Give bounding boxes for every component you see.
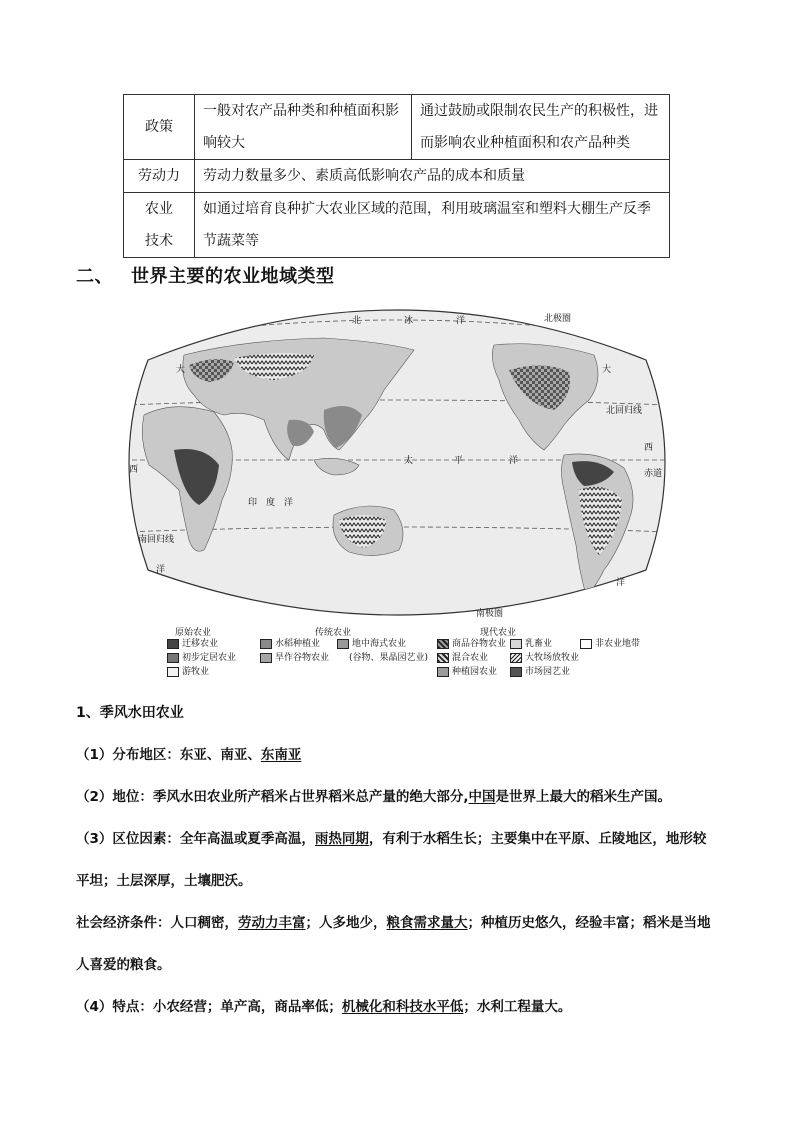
map-label-atlantic-right: 大	[602, 365, 612, 375]
legend-item-early-settled	[167, 652, 236, 664]
legend-label: 混合农业	[452, 653, 489, 663]
map-label-ocean-right: 洋	[616, 578, 626, 588]
legend-item-plantation	[437, 666, 497, 678]
text-run: ，有利于水稻生长；主要集中在平原、丘陵地区，地形较	[368, 831, 707, 847]
factor-name-line: 技术	[145, 233, 173, 249]
legend-swatch	[167, 639, 179, 649]
paragraph-location-factors-line2: 平坦；土层深厚，土壤肥沃。	[76, 873, 252, 889]
legend-item-shifting	[167, 638, 218, 650]
map-label-atlantic-left: 大	[176, 365, 186, 375]
map-label-west-right: 西	[644, 443, 654, 453]
legend-swatch	[510, 667, 522, 677]
subsection-title: 1、季风水田农业	[76, 705, 184, 721]
map-label-indian-ocean: 印 度 洋	[248, 498, 294, 508]
text-run: ；种植历史悠久，经验丰富；稻米是当地	[467, 915, 711, 931]
legend-item-mixed	[437, 652, 488, 664]
text-run: 社会经济条件：人口稠密，	[76, 915, 238, 931]
map-label-equator: 赤道	[644, 469, 663, 479]
legend-swatch	[167, 667, 179, 677]
underlined-term: 粮食需求量大	[386, 915, 468, 931]
text-run: （3）区位因素：全年高温或夏季高温，	[76, 831, 315, 847]
legend-swatch	[437, 667, 449, 677]
legend-label: 大牧场放牧业	[525, 653, 580, 663]
legend-swatch	[337, 639, 349, 649]
factor-name	[124, 193, 195, 258]
legend-label: 地中海式农业	[352, 639, 407, 649]
legend-item-commercial-grain	[437, 638, 506, 650]
text-run: 是世界上最大的稻米生产国。	[495, 789, 672, 805]
paragraph-location-factors	[76, 829, 726, 849]
table-row	[124, 160, 670, 193]
legend-item-mediterranean-sub	[349, 652, 428, 664]
legend-label: 初步定居农业	[182, 653, 237, 663]
underlined-term: 雨热同期	[314, 831, 369, 847]
factor-table	[123, 94, 670, 258]
legend-swatch	[510, 639, 522, 649]
legend-label: 市场园艺业	[525, 667, 571, 677]
legend-item-dairy	[510, 638, 552, 650]
paragraph-socioeconomic-line2: 人喜爱的粮食。	[76, 957, 171, 973]
legend-group-traditional: 传统农业	[315, 628, 352, 638]
factor-cell: 劳动力数量多少、素质高低影响农产品的成本和质量	[195, 160, 670, 193]
factor-name: 劳动力	[124, 160, 195, 193]
section-number: 二、	[76, 266, 113, 287]
legend-item-dry-grain	[260, 652, 329, 664]
map-label-ocean: 洋	[456, 316, 466, 326]
text-run: （4）特点：小农经营；单产高，商品率低；	[76, 999, 342, 1015]
legend-swatch	[437, 639, 449, 649]
text-run: （2）地位：季风水田农业所产稻米占世界稻米总产量的绝大部分,	[76, 789, 469, 805]
text-run: （1）分布地区：东亚、南亚、	[76, 747, 261, 763]
legend-swatch	[437, 653, 449, 663]
underlined-term: 中国	[468, 789, 496, 805]
map-label-north: 北	[352, 316, 362, 326]
legend-item-rice	[260, 638, 320, 650]
map-legend	[165, 625, 685, 685]
map-label-pacific-3: 洋	[509, 456, 519, 466]
map-label-pacific-1: 太	[404, 456, 414, 466]
map-label-ice: 冰	[404, 316, 414, 326]
text-run: ；人多地少，	[305, 915, 387, 931]
paragraph-characteristics	[76, 997, 726, 1017]
map-label-tropic-south: 南回归线	[138, 535, 175, 545]
legend-group-modern: 现代农业	[480, 628, 517, 638]
legend-label: 迁移农业	[182, 639, 219, 649]
legend-label: 游牧业	[182, 667, 210, 677]
map-label-antarctic-circle: 南极圈	[476, 609, 504, 619]
legend-item-nomadic	[167, 666, 209, 678]
factor-cell: 如通过培育良种扩大农业区域的范围，利用玻璃温室和塑料大棚生产反季节蔬菜等	[195, 193, 670, 258]
map-label-arctic-circle: 北极圈	[544, 314, 572, 324]
legend-group-primitive: 原始农业	[175, 628, 212, 638]
section-title: 世界主要的农业地域类型	[131, 266, 335, 287]
legend-swatch	[167, 653, 179, 663]
legend-swatch	[580, 639, 592, 649]
factor-cell: 通过鼓励或限制农民生产的积极性，进而影响农业种植面积和农产品种类	[412, 95, 670, 160]
legend-item-non-agri	[580, 638, 640, 650]
legend-label: 乳畜业	[525, 639, 553, 649]
legend-swatch	[260, 653, 272, 663]
underlined-term: 机械化和科技水平低	[341, 999, 464, 1015]
paragraph-distribution	[76, 745, 726, 765]
table-row	[124, 95, 670, 160]
section-heading	[76, 262, 335, 288]
legend-swatch	[510, 653, 522, 663]
legend-label: 非农业地带	[595, 639, 641, 649]
legend-item-ranching	[510, 652, 579, 664]
legend-item-market-garden	[510, 666, 570, 678]
factor-name-line: 农业	[145, 201, 173, 217]
greenland-landmass	[604, 320, 649, 345]
map-label-ocean-left: 洋	[156, 565, 166, 575]
legend-label: 旱作谷物农业	[275, 653, 330, 663]
text-run: ；水利工程量大。	[463, 999, 572, 1015]
legend-swatch	[260, 639, 272, 649]
world-agriculture-map	[124, 300, 670, 625]
legend-label: 水稻种植业	[275, 639, 321, 649]
legend-item-mediterranean	[337, 638, 406, 650]
paragraph-status	[76, 787, 726, 807]
underlined-term: 东南亚	[260, 747, 302, 763]
table-row	[124, 193, 670, 258]
paragraph-socioeconomic	[76, 913, 726, 933]
underlined-term: 劳动力丰富	[238, 915, 306, 931]
legend-label: (谷物、果晶园艺业)	[349, 653, 429, 663]
factor-name: 政策	[124, 95, 195, 160]
map-label-west-left: 西	[129, 465, 139, 475]
legend-label: 商品谷物农业	[452, 639, 507, 649]
factor-cell: 一般对农产品种类和种植面积影响较大	[195, 95, 412, 160]
legend-label: 种植园农业	[452, 667, 498, 677]
map-label-tropic-north: 北回归线	[606, 406, 643, 416]
map-label-pacific-2: 平	[454, 456, 464, 466]
